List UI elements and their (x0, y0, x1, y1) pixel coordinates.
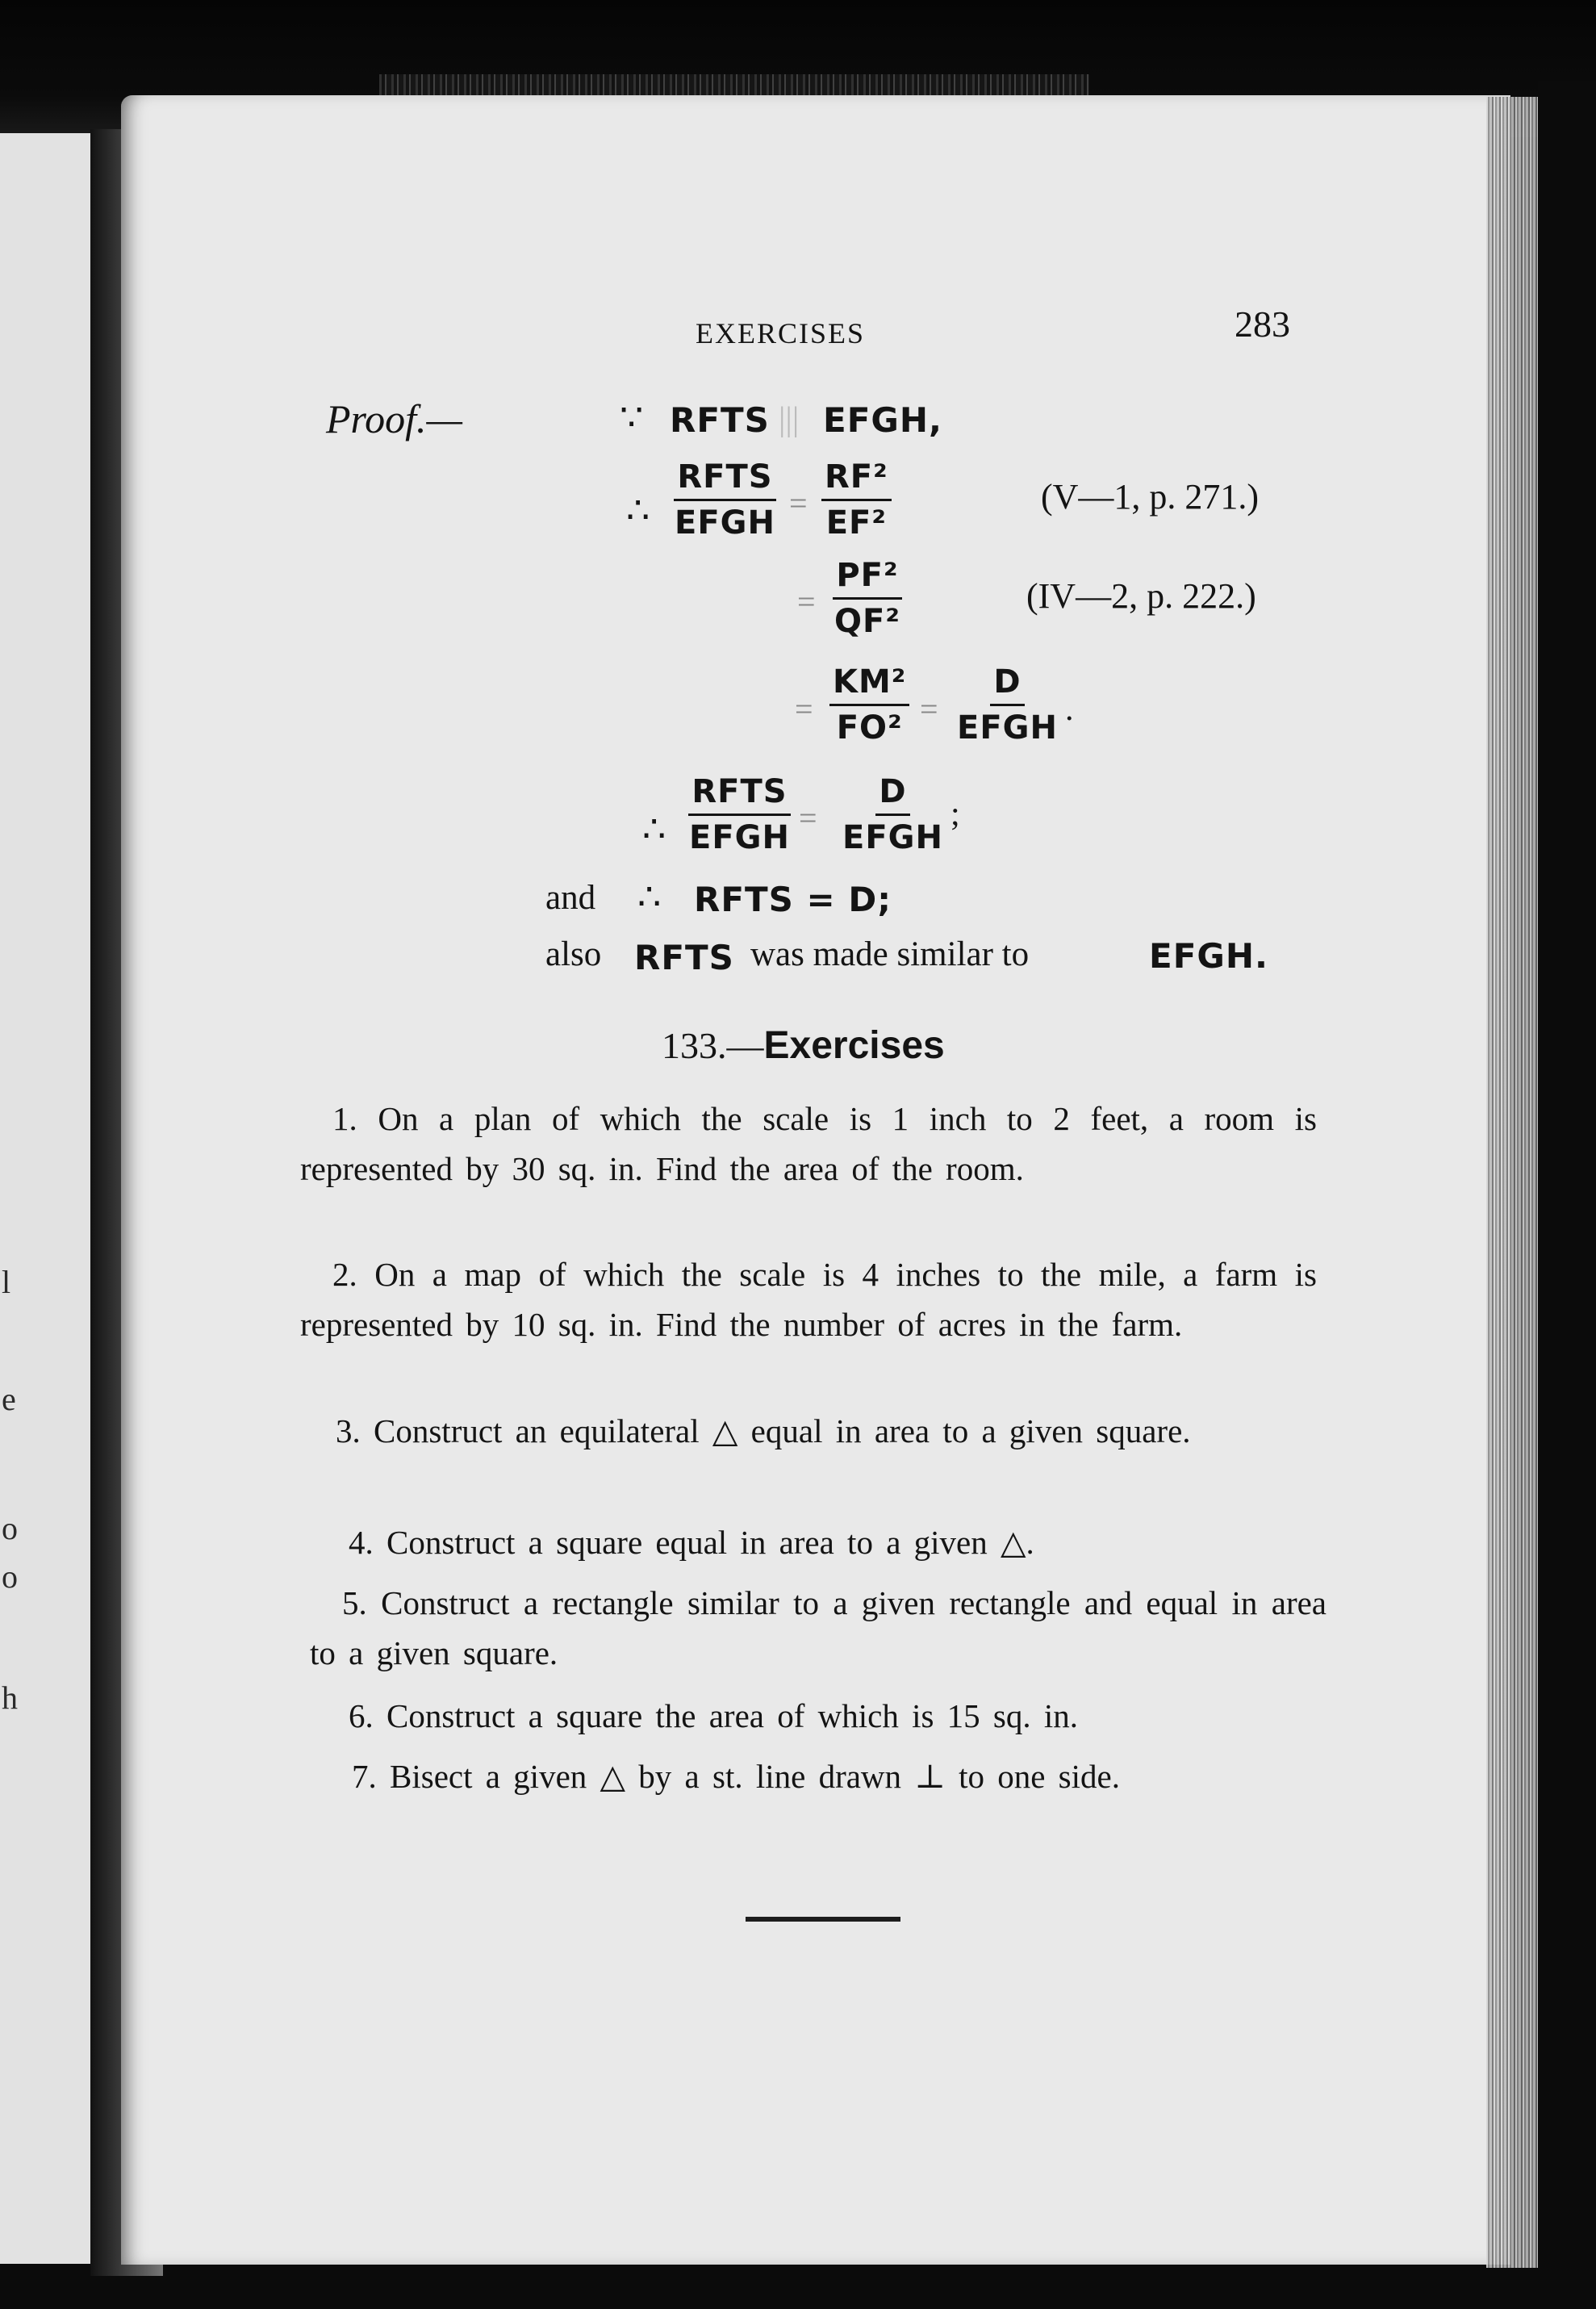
fraction-numerator: D (990, 663, 1024, 706)
exercise-number: 7. (352, 1758, 377, 1795)
facing-page-fragment: h (2, 1679, 18, 1716)
semicolon: ; (950, 796, 960, 833)
exercise-number: 1. (332, 1100, 357, 1137)
therefore-symbol: ∴ (637, 876, 662, 918)
exercise-text: Construct an equilateral △ equal in area to a given square. (374, 1412, 1191, 1449)
closing-rule (746, 1917, 900, 1922)
exercise-item (316, 1691, 1333, 1741)
proof-term: RFTS (670, 400, 770, 440)
exercise-text: On a map of which the scale is 4 inches to the mile, a farm is represented by 10 sq. in. Find the number of acres in the farm. (300, 1256, 1318, 1343)
fraction-numerator: PF² (833, 557, 901, 600)
exercise-text: Construct a rectangle similar to a given rectangle and equal in area to a given square. (310, 1584, 1327, 1671)
exercise-text: Bisect a given △ by a st. line drawn ⊥ to one side. (390, 1758, 1120, 1795)
exercise-number: 4. (349, 1524, 374, 1561)
and-text: and (545, 879, 596, 917)
facing-page-fragment: o (2, 1558, 18, 1595)
exercise-item (310, 1578, 1327, 1678)
because-symbol: ∵ (620, 397, 644, 438)
exercise-number: 2. (332, 1256, 357, 1293)
fraction-denominator: FO² (836, 709, 903, 747)
exercise-text: Construct a square equal in area to a given △. (386, 1524, 1034, 1561)
similar-symbol: ||| (779, 401, 800, 438)
period: . (1065, 691, 1074, 728)
facing-page-fragment: o (2, 1510, 18, 1546)
proof-term: EFGH. (1149, 936, 1268, 976)
exercise-number: 6. (349, 1697, 374, 1734)
proof-term: RFTS = D; (694, 880, 892, 919)
equals-sign: = (795, 691, 813, 727)
fraction (821, 458, 892, 542)
running-head: EXERCISES (696, 317, 866, 349)
fraction-denominator: EF² (825, 504, 887, 542)
fraction (839, 773, 946, 856)
fraction-numerator: RFTS (688, 773, 790, 816)
fraction (686, 773, 793, 856)
fraction-denominator: EFGH (957, 709, 1058, 747)
fraction-denominator: QF² (834, 603, 900, 640)
therefore-symbol: ∴ (626, 490, 650, 531)
fraction-numerator: KM² (829, 663, 909, 706)
also-text: also (545, 935, 602, 973)
exercise-number: 5. (342, 1584, 367, 1621)
exercise-item (300, 1249, 1317, 1349)
facing-page-fragment: e (2, 1381, 16, 1417)
fraction (671, 458, 779, 542)
exercise-item (303, 1406, 1320, 1456)
exercise-item (316, 1517, 1333, 1567)
proof-text: was made similar to (750, 935, 1030, 973)
exercise-number: 3. (336, 1412, 361, 1449)
page-number: 283 (1235, 303, 1290, 345)
fraction (831, 557, 904, 640)
fraction-denominator: EFGH (675, 504, 775, 542)
exercise-text: Construct a square the area of which is 15 sq. in. (386, 1697, 1079, 1734)
fraction-denominator: EFGH (842, 819, 943, 856)
equals-sign: = (799, 800, 817, 836)
therefore-symbol: ∴ (642, 809, 666, 850)
fraction-numerator: RFTS (674, 458, 775, 501)
equals-sign: = (789, 485, 808, 521)
fraction-denominator: EFGH (689, 819, 790, 856)
exercise-text: On a plan of which the scale is 1 inch to 2 feet, a room is represented by 30 sq. in. Find the area of the room. (300, 1100, 1317, 1187)
reference: (V—1, p. 271.) (1041, 477, 1260, 517)
fraction (954, 663, 1061, 747)
fraction-numerator: D (875, 773, 909, 816)
fraction (829, 663, 909, 747)
section-number: 133.— (662, 1025, 764, 1066)
section-title: Exercises (763, 1024, 945, 1067)
reference: (IV—2, p. 222.) (1026, 576, 1256, 616)
facing-page-fragment: l (2, 1264, 11, 1300)
exercise-item (320, 1751, 1336, 1801)
exercise-item (300, 1094, 1317, 1194)
proof-term: RFTS (634, 938, 734, 977)
proof-term: EFGH, (823, 400, 942, 440)
equals-sign: = (797, 584, 816, 620)
equals-sign: = (920, 691, 938, 727)
fraction-numerator: RF² (821, 458, 892, 501)
proof-label: Proof.— (326, 396, 462, 441)
section-heading (662, 1023, 945, 1068)
